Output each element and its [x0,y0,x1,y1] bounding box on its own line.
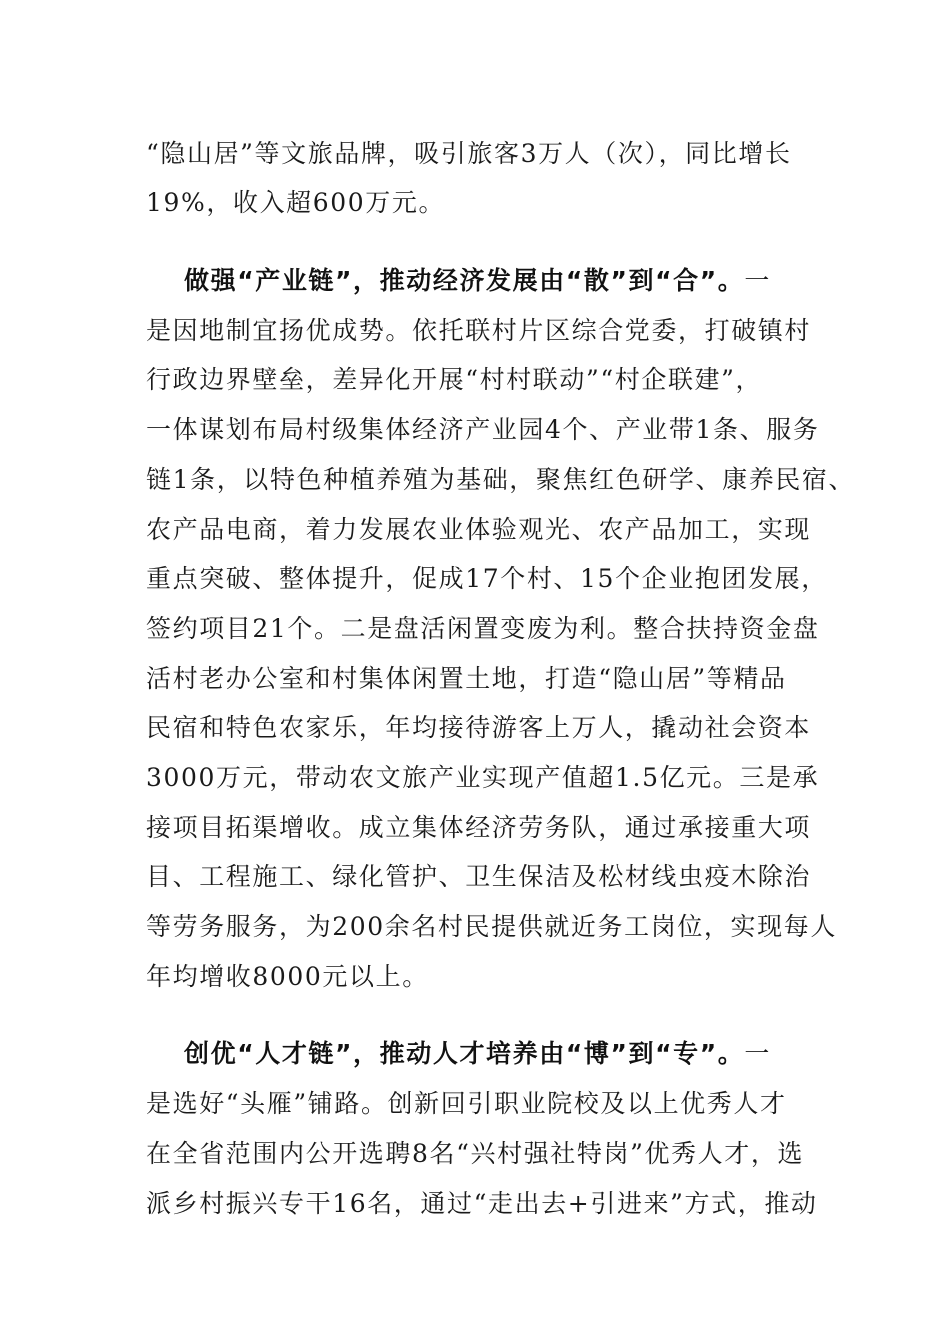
text-line: 一体谋划布局村级集体经济产业园4个、产业带1条、服务 [146,415,820,444]
paragraph-heading-industry-chain [184,261,771,301]
heading-text: 做强“产业链”，推动经济发展由“散”到“合”。 [184,266,745,295]
text-line: 链1条，以特色种植养殖为基础，聚焦红色研学、康养民宿、 [146,465,856,494]
text-line: 等劳务服务，为200余名村民提供就近务工岗位，实现每人 [146,912,837,941]
text-line: 3000万元，带动农文旅产业实现产值超1.5亿元。三是承 [146,763,820,792]
text-line: 是选好“头雁”铺路。创新回引职业院校及以上优秀人才 [146,1089,787,1118]
text-line: 接项目拓渠增收。成立集体经济劳务队，通过承接重大项 [146,813,812,842]
text-line: 活村老办公室和村集体闲置土地，打造“隐山居”等精品 [146,664,787,693]
text-line: 是因地制宜扬优成势。依托联村片区综合党委，打破镇村 [146,316,812,345]
text-line: 签约项目21个。二是盘活闲置变废为利。整合扶持资金盘 [146,614,820,643]
heading-text: 创优“人才链”，推动人才培养由“博”到“专”。 [184,1039,745,1068]
text-line: 在全省范围内公开选聘8名“兴村强社特岗”优秀人才，选 [146,1139,805,1168]
text-line: 重点突破、整体提升，促成17个村、15个企业抱团发展， [146,564,828,593]
text-line: 年均增收8000元以上。 [146,962,429,991]
text-line: 农产品电商，着力发展农业体验观光、农产品加工，实现 [146,515,812,544]
text-line: 19%，收入超600万元。 [146,188,446,217]
heading-lead-text: 一 [744,266,771,295]
text-line: 行政边界壁垒，差异化开展“村村联动”“村企联建”， [146,365,763,394]
text-line: 派乡村振兴专干16名，通过“走出去+引进来”方式，推动 [146,1189,818,1218]
heading-lead-text: 一 [744,1039,771,1068]
text-line: “隐山居”等文旅品牌，吸引旅客3万人（次），同比增长 [146,139,792,168]
text-line: 民宿和特色农家乐，年均接待游客上万人，撬动社会资本 [146,713,812,742]
paragraph-heading-talent-chain [184,1034,771,1074]
text-line: 目、工程施工、绿化管护、卫生保洁及松材线虫疫木除治 [146,862,812,891]
